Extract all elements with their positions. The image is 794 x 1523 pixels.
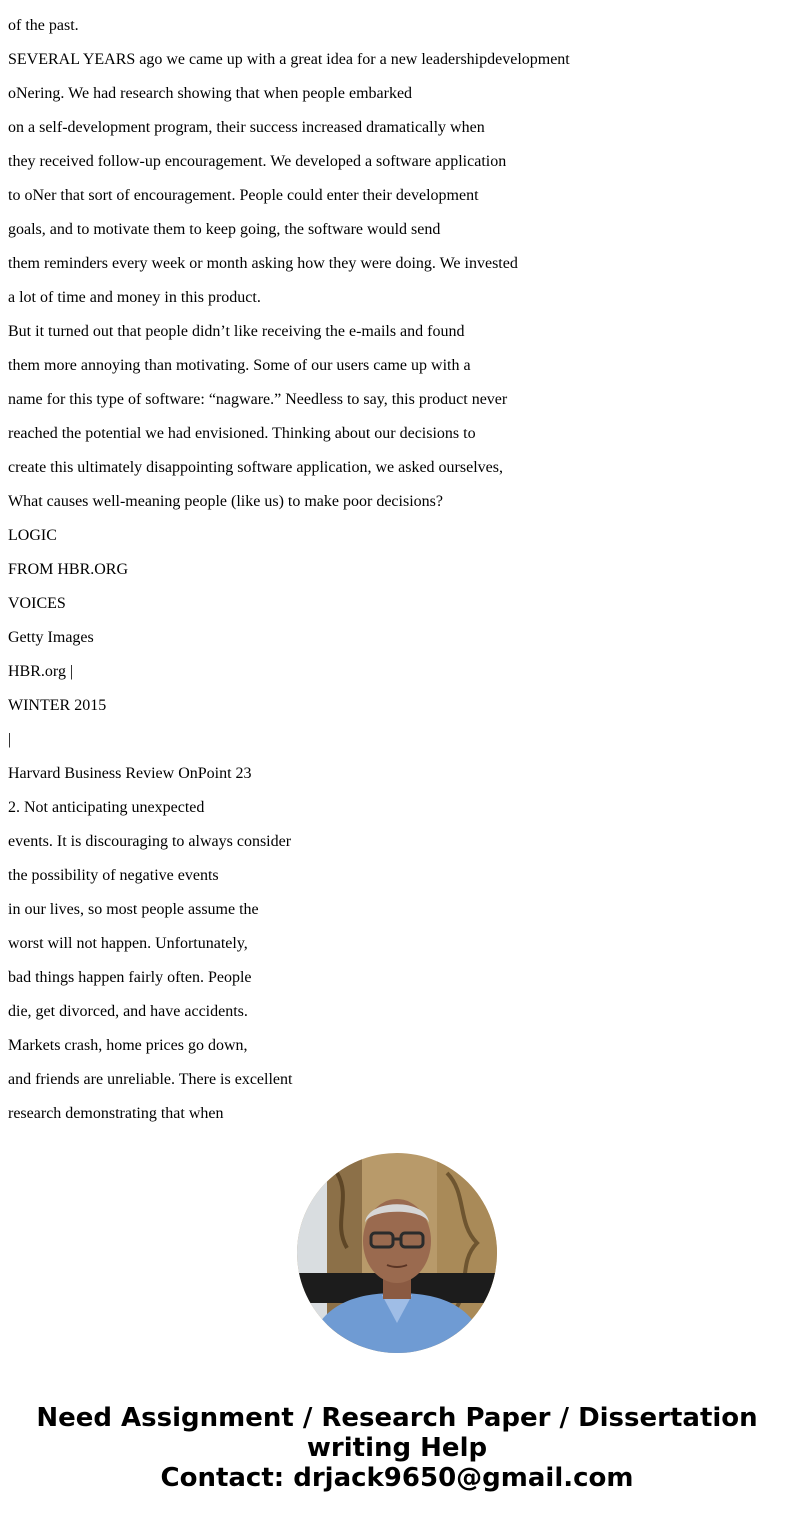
- text-line: Markets crash, home prices go down,: [8, 1037, 248, 1054]
- text-line: them reminders every week or month asking how they were doing. We invested: [8, 255, 518, 272]
- text-line: name for this type of software: “nagware.” Needless to say, this product never: [8, 391, 508, 408]
- text-line: in our lives, so most people assume the: [8, 901, 259, 918]
- text-line: Harvard Business Review OnPoint 23: [8, 765, 252, 782]
- text-line: VOICES: [8, 595, 66, 612]
- contact-banner: [0, 1403, 794, 1493]
- text-line: die, get divorced, and have accidents.: [8, 1003, 248, 1020]
- text-line: [8, 0, 570, 1]
- promo-line-2: writing Help: [306, 1433, 488, 1463]
- text-line: the possibility of negative events: [8, 867, 219, 884]
- contact-email: Contact: drjack9650@gmail.com: [160, 1463, 634, 1493]
- text-line: research demonstrating that when: [8, 1105, 224, 1122]
- promo-line-1: Need Assignment / Research Paper / Dissertation: [36, 1403, 758, 1433]
- text-line: HBR.org |: [8, 663, 74, 680]
- text-line: them more annoying than motivating. Some of our users came up with a: [8, 357, 471, 374]
- text-line: Getty Images: [8, 629, 94, 646]
- text-line: 2. Not anticipating unexpected: [8, 799, 205, 816]
- text-line: WINTER 2015: [8, 697, 107, 714]
- text-line: LOGIC: [8, 527, 57, 544]
- text-line: and friends are unreliable. There is excellent: [8, 1071, 293, 1088]
- text-line: to oNer that sort of encouragement. People could enter their development: [8, 187, 479, 204]
- text-line: FROM HBR.ORG: [8, 561, 129, 578]
- text-line: SEVERAL YEARS ago we came up with a great idea for a new leadershipdevelopment: [8, 51, 570, 68]
- text-line: on a self-development program, their success increased dramatically when: [8, 119, 485, 136]
- text-line: What causes well-meaning people (like us) to make poor decisions?: [8, 493, 443, 510]
- text-line: they received follow-up encouragement. We developed a software application: [8, 153, 507, 170]
- text-line: events. It is discouraging to always consider: [8, 833, 292, 850]
- text-line: goals, and to motivate them to keep going, the software would send: [8, 221, 441, 238]
- text-line: But it turned out that people didn’t like receiving the e-mails and found: [8, 323, 465, 340]
- text-line: worst will not happen. Unfortunately,: [8, 935, 248, 952]
- text-line: of the past.: [8, 17, 79, 34]
- person-portrait-icon: [297, 1153, 497, 1353]
- text-line: create this ultimately disappointing software application, we asked ourselves,: [8, 459, 503, 476]
- document-text: [8, 0, 570, 1122]
- text-line: bad things happen fairly often. People: [8, 969, 252, 986]
- text-line: |: [8, 731, 12, 748]
- text-line: reached the potential we had envisioned. Thinking about our decisions to: [8, 425, 476, 442]
- text-line: a lot of time and money in this product.: [8, 289, 261, 306]
- text-line: oNering. We had research showing that when people embarked: [8, 85, 413, 102]
- avatar: [297, 1153, 497, 1353]
